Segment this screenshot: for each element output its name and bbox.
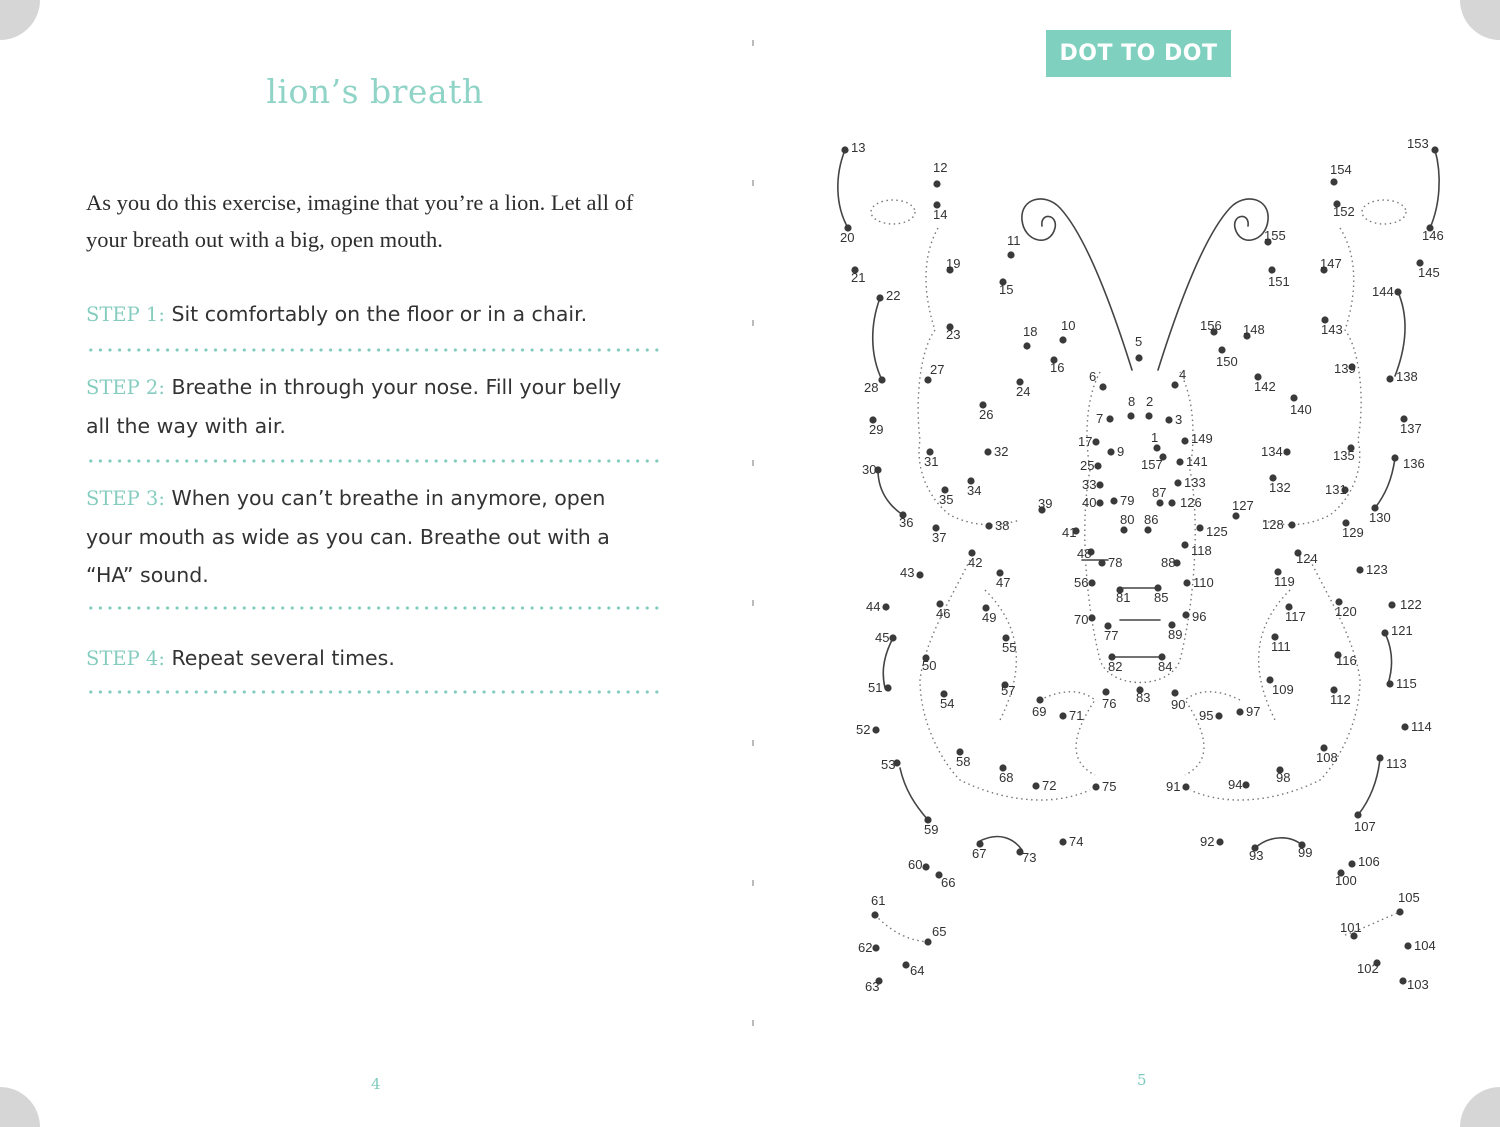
dot-label-157: 157 bbox=[1141, 457, 1163, 472]
dot-label-130: 130 bbox=[1369, 510, 1391, 525]
step-text: Breathe in through your nose. Fill your belly all the way with air. bbox=[86, 375, 622, 438]
dot-8 bbox=[1127, 412, 1134, 419]
dot-label-140: 140 bbox=[1290, 402, 1312, 417]
dot-label-54: 54 bbox=[940, 696, 955, 711]
dot-label-40: 40 bbox=[1082, 495, 1097, 510]
dot-label-38: 38 bbox=[995, 518, 1010, 533]
dot-78 bbox=[1098, 559, 1105, 566]
left-inner-tail-trace bbox=[1040, 692, 1095, 775]
dot-label-106: 106 bbox=[1358, 854, 1380, 869]
dot-label-84: 84 bbox=[1158, 659, 1173, 674]
wing-stroke bbox=[873, 298, 882, 380]
dot-label-57: 57 bbox=[1001, 683, 1016, 698]
left-tail-trace bbox=[875, 915, 928, 942]
dot-107 bbox=[1354, 811, 1361, 818]
wing-stroke bbox=[878, 470, 903, 515]
dot-label-63: 63 bbox=[865, 979, 880, 994]
dot-label-35: 35 bbox=[939, 492, 954, 507]
dot-label-26: 26 bbox=[979, 407, 994, 422]
dot-label-34: 34 bbox=[967, 483, 982, 498]
page-title: lion’s breath bbox=[266, 72, 484, 111]
dot-label-6: 6 bbox=[1089, 369, 1097, 384]
dot-label-41: 41 bbox=[1062, 525, 1077, 540]
dot-label-91: 91 bbox=[1166, 779, 1181, 794]
dot-label-120: 120 bbox=[1335, 604, 1357, 619]
dot-label-81: 81 bbox=[1116, 590, 1131, 605]
dot-97 bbox=[1236, 708, 1243, 715]
dot-7 bbox=[1106, 415, 1113, 422]
dot-27 bbox=[924, 376, 931, 383]
step-label: STEP 4: bbox=[86, 647, 165, 670]
dot-151 bbox=[1268, 266, 1275, 273]
dot-51 bbox=[884, 684, 891, 691]
dot-label-93: 93 bbox=[1249, 848, 1264, 863]
dot-label-47: 47 bbox=[996, 575, 1011, 590]
dot-91 bbox=[1182, 783, 1189, 790]
dot-label-96: 96 bbox=[1192, 609, 1207, 624]
left-eye-spot bbox=[871, 200, 915, 224]
right-eye-spot bbox=[1362, 200, 1406, 224]
dot-label-33: 33 bbox=[1082, 477, 1097, 492]
dot-label-15: 15 bbox=[999, 282, 1014, 297]
dot-22 bbox=[876, 294, 883, 301]
dot-3 bbox=[1165, 416, 1172, 423]
dot-126 bbox=[1168, 499, 1175, 506]
dot-label-119: 119 bbox=[1274, 574, 1295, 589]
step-text: When you can’t breathe in anymore, open your mouth as wide as you can. Breathe out with a “HA” sound. bbox=[86, 486, 610, 587]
dot-label-144: 144 bbox=[1372, 284, 1394, 299]
dot-label-117: 117 bbox=[1285, 609, 1306, 624]
dot-label-13: 13 bbox=[851, 140, 866, 155]
dot-label-66: 66 bbox=[941, 875, 956, 890]
dot-138 bbox=[1386, 375, 1393, 382]
dot-label-103: 103 bbox=[1407, 977, 1429, 992]
dot-label-22: 22 bbox=[886, 288, 901, 303]
wing-stroke bbox=[1395, 292, 1405, 376]
dot-label-105: 105 bbox=[1398, 890, 1420, 905]
dot-136 bbox=[1391, 454, 1398, 461]
dot-label-78: 78 bbox=[1108, 555, 1123, 570]
dot-121 bbox=[1381, 629, 1388, 636]
dot-label-154: 154 bbox=[1330, 162, 1352, 177]
dot-label-30: 30 bbox=[862, 462, 877, 477]
dot-label-108: 108 bbox=[1316, 750, 1338, 765]
dot-13 bbox=[841, 146, 848, 153]
left-antenna bbox=[1022, 199, 1132, 370]
dot-label-86: 86 bbox=[1144, 512, 1159, 527]
dot-123 bbox=[1356, 566, 1363, 573]
dot-125 bbox=[1196, 524, 1203, 531]
dot-label-9: 9 bbox=[1117, 444, 1125, 459]
dot-11 bbox=[1007, 251, 1014, 258]
dot-label-138: 138 bbox=[1396, 369, 1418, 384]
dot-128 bbox=[1288, 521, 1295, 528]
dot-4 bbox=[1171, 381, 1178, 388]
dot-103 bbox=[1399, 977, 1406, 984]
wing-stroke bbox=[1430, 150, 1439, 228]
dot-149 bbox=[1181, 437, 1188, 444]
dot-label-42: 42 bbox=[968, 555, 983, 570]
step-label: STEP 1: bbox=[86, 303, 165, 326]
wing-stroke bbox=[1358, 758, 1380, 815]
dot-71 bbox=[1059, 712, 1066, 719]
dot-label-115: 115 bbox=[1396, 676, 1417, 691]
dot-90 bbox=[1171, 689, 1178, 696]
dot-115 bbox=[1386, 680, 1393, 687]
dot-label-65: 65 bbox=[932, 924, 947, 939]
dot-label-118: 118 bbox=[1191, 543, 1212, 558]
dot-label-28: 28 bbox=[864, 380, 879, 395]
dot-134 bbox=[1283, 448, 1290, 455]
dot-113 bbox=[1376, 754, 1383, 761]
dot-label-79: 79 bbox=[1120, 493, 1135, 508]
numbered-dots bbox=[840, 136, 1444, 994]
dot-label-76: 76 bbox=[1102, 696, 1117, 711]
dot-38 bbox=[985, 522, 992, 529]
dot-label-104: 104 bbox=[1414, 938, 1436, 953]
dot-label-16: 16 bbox=[1050, 360, 1065, 375]
dot-label-139: 139 bbox=[1334, 361, 1356, 376]
dot-label-109: 109 bbox=[1272, 682, 1294, 697]
dot-114 bbox=[1401, 723, 1408, 730]
dot-label-50: 50 bbox=[922, 658, 937, 673]
dot-label-36: 36 bbox=[899, 515, 914, 530]
dot-label-3: 3 bbox=[1175, 412, 1183, 427]
dot-69 bbox=[1036, 696, 1043, 703]
dot-label-70: 70 bbox=[1074, 612, 1089, 627]
dot-label-82: 82 bbox=[1108, 659, 1123, 674]
dot-label-149: 149 bbox=[1191, 431, 1213, 446]
dot-153 bbox=[1431, 146, 1438, 153]
dot-label-123: 123 bbox=[1366, 562, 1388, 577]
dot-label-137: 137 bbox=[1400, 421, 1422, 436]
dot-label-132: 132 bbox=[1269, 480, 1291, 495]
dot-label-23: 23 bbox=[946, 327, 961, 342]
dot-label-143: 143 bbox=[1321, 322, 1343, 337]
dot-92 bbox=[1216, 838, 1223, 845]
dot-label-99: 99 bbox=[1298, 845, 1313, 860]
dot-86 bbox=[1144, 526, 1151, 533]
dot-label-83: 83 bbox=[1136, 690, 1151, 705]
dot-label-32: 32 bbox=[994, 444, 1009, 459]
dot-label-135: 135 bbox=[1333, 448, 1355, 463]
butterfly-dotted-outline bbox=[871, 200, 1406, 942]
step-text: Repeat several times. bbox=[171, 646, 395, 670]
dot-label-95: 95 bbox=[1199, 708, 1214, 723]
wing-stroke bbox=[838, 150, 848, 228]
butterfly-outline bbox=[838, 150, 1439, 850]
dot-label-58: 58 bbox=[956, 754, 971, 769]
dot-140 bbox=[1290, 394, 1297, 401]
dot-label-74: 74 bbox=[1069, 834, 1084, 849]
dot-18 bbox=[1023, 342, 1030, 349]
dot-12 bbox=[933, 180, 940, 187]
dot-label-145: 145 bbox=[1418, 265, 1440, 280]
dot-label-60: 60 bbox=[908, 857, 923, 872]
dot-154 bbox=[1330, 178, 1337, 185]
dot-33 bbox=[1096, 481, 1103, 488]
dot-label-8: 8 bbox=[1128, 394, 1136, 409]
dot-43 bbox=[916, 571, 923, 578]
dot-label-25: 25 bbox=[1080, 458, 1095, 473]
dot-label-147: 147 bbox=[1320, 256, 1342, 271]
dot-104 bbox=[1404, 942, 1411, 949]
dot-118 bbox=[1181, 541, 1188, 548]
dot-label-55: 55 bbox=[1002, 640, 1017, 655]
dot-label-18: 18 bbox=[1023, 324, 1038, 339]
dot-label-20: 20 bbox=[840, 230, 855, 245]
dot-74 bbox=[1059, 838, 1066, 845]
dot-61 bbox=[871, 911, 878, 918]
dot-label-155: 155 bbox=[1264, 228, 1286, 243]
dot-label-59: 59 bbox=[924, 822, 939, 837]
dot-label-116: 116 bbox=[1336, 653, 1357, 668]
dot-62 bbox=[872, 944, 879, 951]
dot-2 bbox=[1145, 412, 1152, 419]
dot-label-11: 11 bbox=[1007, 233, 1021, 248]
dot-label-1: 1 bbox=[1151, 430, 1159, 445]
dot-label-14: 14 bbox=[933, 207, 948, 222]
dot-label-27: 27 bbox=[930, 362, 945, 377]
dot-label-100: 100 bbox=[1335, 873, 1357, 888]
dot-label-48: 48 bbox=[1077, 546, 1092, 561]
dot-label-24: 24 bbox=[1016, 384, 1031, 399]
dot-label-152: 152 bbox=[1333, 204, 1355, 219]
dot-1 bbox=[1153, 444, 1160, 451]
dot-label-98: 98 bbox=[1276, 770, 1291, 785]
dot-65 bbox=[924, 938, 931, 945]
dot-87 bbox=[1156, 499, 1163, 506]
wing-stroke bbox=[883, 640, 892, 688]
dot-label-52: 52 bbox=[856, 722, 871, 737]
dot-5 bbox=[1135, 354, 1142, 361]
dot-label-97: 97 bbox=[1246, 704, 1261, 719]
dot-label-85: 85 bbox=[1154, 590, 1169, 605]
wing-stroke bbox=[1385, 633, 1391, 684]
dot-150 bbox=[1218, 346, 1225, 353]
dot-label-141: 141 bbox=[1186, 454, 1208, 469]
dot-label-31: 31 bbox=[924, 454, 939, 469]
dot-60 bbox=[922, 863, 929, 870]
dot-label-107: 107 bbox=[1354, 819, 1376, 834]
dot-10 bbox=[1059, 336, 1066, 343]
dot-25 bbox=[1094, 462, 1101, 469]
page-number-left: 4 bbox=[371, 1075, 381, 1093]
dot-133 bbox=[1174, 479, 1181, 486]
right-inner-tail-trace bbox=[1185, 692, 1240, 775]
dot-122 bbox=[1388, 601, 1395, 608]
step-label: STEP 2: bbox=[86, 376, 165, 399]
dot-105 bbox=[1396, 908, 1403, 915]
dot-label-148: 148 bbox=[1243, 322, 1265, 337]
dot-label-112: 112 bbox=[1330, 692, 1351, 707]
wing-stroke bbox=[1375, 458, 1395, 508]
dot-label-44: 44 bbox=[866, 599, 881, 614]
dot-label-43: 43 bbox=[900, 565, 915, 580]
dot-75 bbox=[1092, 783, 1099, 790]
dot-9 bbox=[1107, 448, 1114, 455]
page-number-right: 5 bbox=[1137, 1071, 1147, 1089]
dot-label-80: 80 bbox=[1120, 512, 1135, 527]
dot-label-56: 56 bbox=[1074, 575, 1089, 590]
dot-72 bbox=[1032, 782, 1039, 789]
dot-label-7: 7 bbox=[1096, 411, 1104, 426]
dot-label-111: 111 bbox=[1271, 639, 1291, 654]
dot-label-125: 125 bbox=[1206, 524, 1228, 539]
dot-label-17: 17 bbox=[1078, 434, 1093, 449]
dot-64 bbox=[902, 961, 909, 968]
dot-label-49: 49 bbox=[982, 610, 997, 625]
dot-label-39: 39 bbox=[1038, 496, 1053, 511]
dot-17 bbox=[1092, 438, 1099, 445]
intro-text: As you do this exercise, imagine that you’re a lion. Let all of your breath out with a big, open mouth. bbox=[86, 190, 634, 252]
dot-label-73: 73 bbox=[1022, 850, 1037, 865]
dot-label-150: 150 bbox=[1216, 354, 1238, 369]
dot-label-67: 67 bbox=[972, 846, 987, 861]
dot-80 bbox=[1120, 526, 1127, 533]
step-text: Sit comfortably on the floor or in a chair. bbox=[171, 302, 588, 326]
dot-label-87: 87 bbox=[1152, 485, 1167, 500]
dot-label-2: 2 bbox=[1146, 394, 1154, 409]
dot-label-53: 53 bbox=[881, 757, 896, 772]
dot-label-110: 110 bbox=[1193, 575, 1214, 590]
dot-label-146: 146 bbox=[1422, 228, 1444, 243]
dot-label-114: 114 bbox=[1411, 719, 1432, 734]
dot-144 bbox=[1394, 288, 1401, 295]
dot-label-89: 89 bbox=[1168, 627, 1183, 642]
dot-label-126: 126 bbox=[1180, 495, 1202, 510]
left-lower-wing-trace bbox=[920, 560, 1090, 800]
dot-40 bbox=[1096, 499, 1103, 506]
dot-6 bbox=[1099, 383, 1106, 390]
dot-79 bbox=[1110, 497, 1117, 504]
dot-label-134: 134 bbox=[1261, 444, 1283, 459]
dot-label-124: 124 bbox=[1296, 551, 1318, 566]
dot-label-129: 129 bbox=[1342, 525, 1364, 540]
dot-label-94: 94 bbox=[1228, 777, 1243, 792]
dot-label-136: 136 bbox=[1403, 456, 1425, 471]
dot-label-72: 72 bbox=[1042, 778, 1057, 793]
dot-label-90: 90 bbox=[1171, 697, 1186, 712]
dot-95 bbox=[1215, 712, 1222, 719]
dot-label-113: 113 bbox=[1386, 756, 1407, 771]
dot-label-71: 71 bbox=[1069, 708, 1084, 723]
dot-label-12: 12 bbox=[933, 160, 948, 175]
dot-to-dot-banner: DOT TO DOT bbox=[1046, 30, 1231, 77]
tail-stroke bbox=[1255, 838, 1302, 848]
dot-label-151: 151 bbox=[1268, 274, 1290, 289]
dot-96 bbox=[1182, 611, 1189, 618]
wing-stroke bbox=[900, 768, 928, 820]
dot-32 bbox=[984, 448, 991, 455]
dot-56 bbox=[1088, 579, 1095, 586]
dot-110 bbox=[1183, 579, 1190, 586]
step-label: STEP 3: bbox=[86, 487, 165, 510]
dot-label-69: 69 bbox=[1032, 704, 1047, 719]
dot-label-142: 142 bbox=[1254, 379, 1276, 394]
dot-label-37: 37 bbox=[932, 530, 947, 545]
dot-label-51: 51 bbox=[868, 680, 883, 695]
dot-label-77: 77 bbox=[1104, 628, 1119, 643]
right-antenna bbox=[1158, 199, 1268, 370]
dot-label-68: 68 bbox=[999, 770, 1014, 785]
dot-label-88: 88 bbox=[1161, 555, 1176, 570]
dot-70 bbox=[1088, 614, 1095, 621]
dot-94 bbox=[1242, 781, 1249, 788]
dot-28 bbox=[878, 376, 885, 383]
dot-52 bbox=[872, 726, 879, 733]
dot-label-133: 133 bbox=[1184, 475, 1206, 490]
dot-76 bbox=[1102, 688, 1109, 695]
dot-label-46: 46 bbox=[936, 606, 951, 621]
dot-106 bbox=[1348, 860, 1355, 867]
dot-label-61: 61 bbox=[871, 893, 886, 908]
dot-label-45: 45 bbox=[875, 630, 890, 645]
dot-label-10: 10 bbox=[1061, 318, 1076, 333]
dot-label-21: 21 bbox=[851, 270, 866, 285]
dot-label-62: 62 bbox=[858, 940, 873, 955]
dot-label-19: 19 bbox=[946, 256, 961, 271]
dot-label-131: 131 bbox=[1325, 482, 1347, 497]
dot-label-92: 92 bbox=[1200, 834, 1215, 849]
dot-label-29: 29 bbox=[869, 422, 884, 437]
dot-label-153: 153 bbox=[1407, 136, 1429, 151]
dot-45 bbox=[889, 634, 896, 641]
dot-label-121: 121 bbox=[1391, 623, 1413, 638]
dot-label-4: 4 bbox=[1179, 367, 1187, 382]
dot-label-64: 64 bbox=[910, 963, 925, 978]
dot-label-127: 127 bbox=[1232, 498, 1254, 513]
dot-label-156: 156 bbox=[1200, 318, 1222, 333]
dot-label-101: 101 bbox=[1340, 920, 1362, 935]
dot-label-122: 122 bbox=[1400, 597, 1422, 612]
dot-44 bbox=[882, 603, 889, 610]
dot-label-75: 75 bbox=[1102, 779, 1117, 794]
dot-label-128: 128 bbox=[1262, 517, 1284, 532]
dot-label-5: 5 bbox=[1135, 334, 1143, 349]
dot-label-102: 102 bbox=[1357, 961, 1379, 976]
dot-127 bbox=[1232, 512, 1239, 519]
dot-141 bbox=[1176, 458, 1183, 465]
